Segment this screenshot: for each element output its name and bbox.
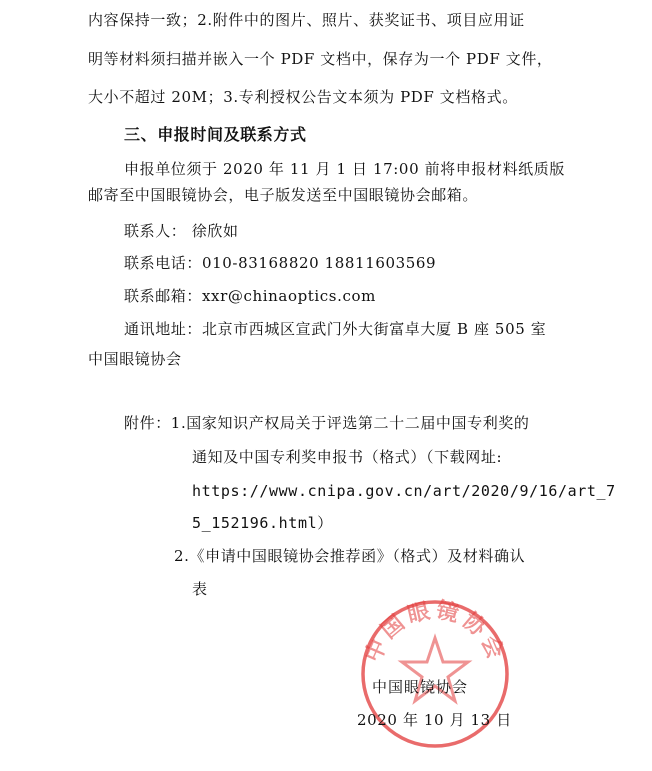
signature-organization: 中国眼镜协会: [372, 678, 469, 696]
attachment-2-line-1: 2.《申请中国眼镜协会推荐函》（格式）及材料确认: [174, 547, 526, 565]
signature-date: 2020 年 10 月 13 日: [357, 711, 512, 729]
seal-arc-text: [360, 597, 510, 666]
seal-arc-textpath: 中国眼镜协会: [360, 598, 510, 667]
address-line-2: 中国眼镜协会: [88, 350, 182, 368]
attachment-1-url-line-1: https://www.cnipa.gov.cn/art/2020/9/16/art_7: [192, 482, 616, 500]
address-line-1: 通讯地址：北京市西城区宣武门外大街富卓大厦 B 座 505 室: [124, 320, 547, 338]
attachment-1-line-1: 附件：1.国家知识产权局关于评选第二十二届中国专利奖的: [124, 414, 530, 432]
contact-phone: 联系电话：010-83168820 18811603569: [124, 254, 437, 272]
deadline-line-2: 邮寄至中国眼镜协会，电子版发送至中国眼镜协会邮箱。: [88, 186, 479, 204]
paragraph-continued-line-1: 内容保持一致；2.附件中的图片、照片、获奖证书、项目应用证: [88, 11, 525, 29]
paragraph-continued-line-2: 明等材料须扫描并嵌入一个 PDF 文档中，保存为一个 PDF 文件，: [88, 50, 553, 68]
attachment-1-line-2: 通知及中国专利奖申报书（格式）（下载网址:: [192, 448, 503, 466]
section-heading-3: 三、申报时间及联系方式: [124, 125, 307, 144]
attachment-1-url-line-2: 5_152196.html）: [192, 514, 333, 532]
attachment-2-line-2: 表: [192, 580, 208, 598]
deadline-line-1: 申报单位须于 2020 年 11 月 1 日 17:00 前将申报材料纸质版: [124, 160, 565, 178]
contact-email: 联系邮箱：xxr@chinaoptics.com: [124, 287, 376, 305]
contact-person: 联系人： 徐欣如: [124, 222, 239, 240]
paragraph-continued-line-3: 大小不超过 20M；3.专利授权公告文本须为 PDF 文档格式。: [88, 88, 518, 106]
